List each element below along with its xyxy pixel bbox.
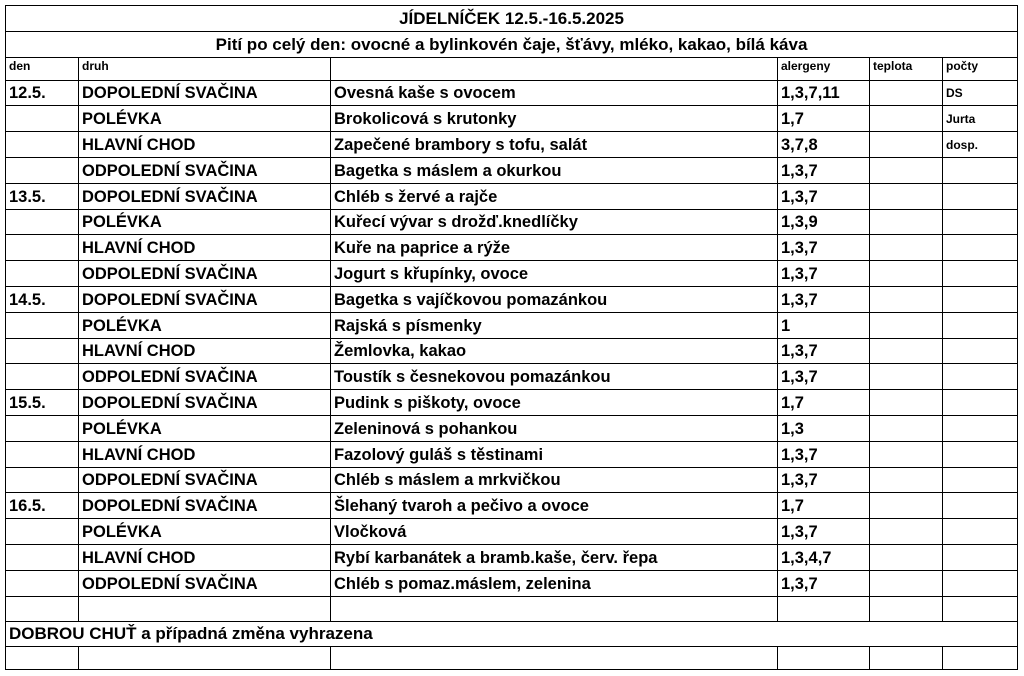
cell-den	[6, 312, 79, 338]
cell-alergeny: 1,7	[778, 390, 870, 416]
cell-teplota	[870, 80, 943, 106]
empty-cell	[870, 646, 943, 669]
cell-jidlo: Rybí karbanátek a bramb.kaše, červ. řepa	[331, 544, 778, 570]
cell-jidlo: Jogurt s křupínky, ovoce	[331, 261, 778, 287]
cell-jidlo: Kuře na paprice a rýže	[331, 235, 778, 261]
cell-jidlo: Kuřecí vývar s drožď.knedlíčky	[331, 209, 778, 235]
menu-row	[6, 261, 1018, 287]
footer-row	[6, 621, 1018, 646]
cell-teplota	[870, 106, 943, 132]
empty-cell	[79, 596, 331, 621]
footer-note: DOBROU CHUŤ a případná změna vyhrazena	[6, 621, 1018, 646]
cell-den: 16.5.	[6, 493, 79, 519]
cell-alergeny: 1,3,7	[778, 286, 870, 312]
cell-jidlo: Chléb s žervé a rajče	[331, 183, 778, 209]
cell-teplota	[870, 183, 943, 209]
menu-row	[6, 467, 1018, 493]
cell-druh: DOPOLEDNÍ SVAČINA	[79, 183, 331, 209]
cell-jidlo: Zapečené brambory s tofu, salát	[331, 132, 778, 158]
cell-den: 12.5.	[6, 80, 79, 106]
drinks-note: Pití po celý den: ovocné a bylinkovén čaje, šťávy, mléko, kakao, bílá káva	[6, 31, 1018, 57]
cell-pocty: dosp.	[943, 132, 1018, 158]
cell-pocty	[943, 519, 1018, 545]
cell-alergeny: 1,3,7	[778, 570, 870, 596]
empty-cell	[943, 646, 1018, 669]
cell-alergeny: 1,3,7	[778, 157, 870, 183]
cell-druh: HLAVNÍ CHOD	[79, 132, 331, 158]
menu-row	[6, 80, 1018, 106]
cell-jidlo: Šlehaný tvaroh a pečivo a ovoce	[331, 493, 778, 519]
cell-druh: POLÉVKA	[79, 312, 331, 338]
cell-den	[6, 261, 79, 287]
cell-den: 13.5.	[6, 183, 79, 209]
cell-teplota	[870, 441, 943, 467]
menu-row	[6, 364, 1018, 390]
menu-row	[6, 235, 1018, 261]
menu-row	[6, 312, 1018, 338]
cell-alergeny: 1,3,9	[778, 209, 870, 235]
cell-alergeny: 1,3,7	[778, 183, 870, 209]
cell-alergeny: 3,7,8	[778, 132, 870, 158]
cell-pocty	[943, 364, 1018, 390]
menu-row	[6, 570, 1018, 596]
cell-teplota	[870, 338, 943, 364]
drinks-row	[6, 31, 1018, 57]
cell-den	[6, 544, 79, 570]
cell-den	[6, 157, 79, 183]
menu-row	[6, 390, 1018, 416]
cell-pocty	[943, 544, 1018, 570]
header-druh: druh	[79, 57, 331, 80]
cell-teplota	[870, 312, 943, 338]
cell-jidlo: Bagetka s vajíčkovou pomazánkou	[331, 286, 778, 312]
cell-druh: POLÉVKA	[79, 519, 331, 545]
cell-druh: POLÉVKA	[79, 415, 331, 441]
cell-alergeny: 1,3,7	[778, 338, 870, 364]
cell-teplota	[870, 390, 943, 416]
cell-teplota	[870, 570, 943, 596]
cell-jidlo: Vločková	[331, 519, 778, 545]
cell-alergeny: 1,3,7	[778, 441, 870, 467]
cell-teplota	[870, 132, 943, 158]
cell-druh: HLAVNÍ CHOD	[79, 235, 331, 261]
cell-druh: ODPOLEDNÍ SVAČINA	[79, 570, 331, 596]
cell-druh: ODPOLEDNÍ SVAČINA	[79, 364, 331, 390]
cell-pocty	[943, 390, 1018, 416]
cell-pocty	[943, 493, 1018, 519]
cell-pocty: Jurta	[943, 106, 1018, 132]
cell-teplota	[870, 519, 943, 545]
empty-cell	[943, 596, 1018, 621]
cell-pocty	[943, 157, 1018, 183]
menu-row	[6, 338, 1018, 364]
cell-jidlo: Brokolicová s krutonky	[331, 106, 778, 132]
header-alergeny: alergeny	[778, 57, 870, 80]
menu-row	[6, 157, 1018, 183]
cell-teplota	[870, 364, 943, 390]
menu-row	[6, 441, 1018, 467]
empty-cell	[6, 646, 79, 669]
menu-row	[6, 286, 1018, 312]
empty-cell	[331, 646, 778, 669]
cell-druh: DOPOLEDNÍ SVAČINA	[79, 493, 331, 519]
cell-pocty	[943, 286, 1018, 312]
cell-den	[6, 338, 79, 364]
menu-row	[6, 493, 1018, 519]
cell-alergeny: 1,3,7	[778, 261, 870, 287]
cell-den	[6, 570, 79, 596]
cell-pocty	[943, 312, 1018, 338]
menu-row	[6, 106, 1018, 132]
cell-alergeny: 1,3,7	[778, 467, 870, 493]
cell-teplota	[870, 209, 943, 235]
menu-row	[6, 415, 1018, 441]
empty-cell	[778, 646, 870, 669]
page-title: JÍDELNÍČEK 12.5.-16.5.2025	[6, 6, 1018, 32]
cell-pocty	[943, 183, 1018, 209]
cell-pocty	[943, 209, 1018, 235]
header-pocty: počty	[943, 57, 1018, 80]
empty-cell	[331, 596, 778, 621]
cell-alergeny: 1	[778, 312, 870, 338]
cell-jidlo: Chléb s pomaz.máslem, zelenina	[331, 570, 778, 596]
cell-druh: DOPOLEDNÍ SVAČINA	[79, 390, 331, 416]
menu-row	[6, 209, 1018, 235]
cell-jidlo: Fazolový guláš s těstinami	[331, 441, 778, 467]
cell-pocty	[943, 415, 1018, 441]
cell-teplota	[870, 261, 943, 287]
empty-cell	[870, 596, 943, 621]
cell-jidlo: Ovesná kaše s ovocem	[331, 80, 778, 106]
cell-teplota	[870, 415, 943, 441]
cell-alergeny: 1,3,4,7	[778, 544, 870, 570]
menu-row	[6, 132, 1018, 158]
header-row	[6, 57, 1018, 80]
cell-alergeny: 1,3,7	[778, 519, 870, 545]
cell-jidlo: Pudink s piškoty, ovoce	[331, 390, 778, 416]
cell-teplota	[870, 493, 943, 519]
empty-cell	[778, 596, 870, 621]
cell-pocty: DS	[943, 80, 1018, 106]
cell-den: 14.5.	[6, 286, 79, 312]
cell-jidlo: Zeleninová s pohankou	[331, 415, 778, 441]
cell-pocty	[943, 467, 1018, 493]
cell-pocty	[943, 235, 1018, 261]
cell-alergeny: 1,3	[778, 415, 870, 441]
cell-den	[6, 132, 79, 158]
cell-jidlo: Žemlovka, kakao	[331, 338, 778, 364]
empty-cell	[6, 596, 79, 621]
empty-cell	[79, 646, 331, 669]
cell-druh: HLAVNÍ CHOD	[79, 338, 331, 364]
menu-row	[6, 519, 1018, 545]
cell-druh: DOPOLEDNÍ SVAČINA	[79, 286, 331, 312]
menu-row	[6, 183, 1018, 209]
cell-den	[6, 209, 79, 235]
cell-jidlo: Chléb s máslem a mrkvičkou	[331, 467, 778, 493]
cell-druh: DOPOLEDNÍ SVAČINA	[79, 80, 331, 106]
empty-row	[6, 646, 1018, 669]
cell-jidlo: Toustík s česnekovou pomazánkou	[331, 364, 778, 390]
cell-den	[6, 467, 79, 493]
cell-alergeny: 1,3,7	[778, 364, 870, 390]
cell-alergeny: 1,3,7	[778, 235, 870, 261]
cell-jidlo: Rajská s písmenky	[331, 312, 778, 338]
cell-druh: POLÉVKA	[79, 106, 331, 132]
cell-alergeny: 1,7	[778, 106, 870, 132]
cell-druh: HLAVNÍ CHOD	[79, 544, 331, 570]
cell-pocty	[943, 338, 1018, 364]
cell-den	[6, 441, 79, 467]
title-row	[6, 6, 1018, 32]
cell-den: 15.5.	[6, 390, 79, 416]
header-den: den	[6, 57, 79, 80]
cell-teplota	[870, 544, 943, 570]
cell-pocty	[943, 570, 1018, 596]
cell-den	[6, 364, 79, 390]
cell-teplota	[870, 286, 943, 312]
cell-druh: HLAVNÍ CHOD	[79, 441, 331, 467]
cell-teplota	[870, 157, 943, 183]
header-jidlo	[331, 57, 778, 80]
cell-jidlo: Bagetka s máslem a okurkou	[331, 157, 778, 183]
cell-den	[6, 106, 79, 132]
cell-alergeny: 1,3,7,11	[778, 80, 870, 106]
cell-pocty	[943, 261, 1018, 287]
empty-row	[6, 596, 1018, 621]
cell-druh: ODPOLEDNÍ SVAČINA	[79, 467, 331, 493]
cell-druh: ODPOLEDNÍ SVAČINA	[79, 261, 331, 287]
cell-den	[6, 235, 79, 261]
cell-pocty	[943, 441, 1018, 467]
cell-teplota	[870, 467, 943, 493]
cell-druh: POLÉVKA	[79, 209, 331, 235]
menu-table	[5, 5, 1018, 670]
cell-alergeny: 1,7	[778, 493, 870, 519]
cell-druh: ODPOLEDNÍ SVAČINA	[79, 157, 331, 183]
cell-den	[6, 415, 79, 441]
menu-row	[6, 544, 1018, 570]
cell-den	[6, 519, 79, 545]
header-teplota: teplota	[870, 57, 943, 80]
cell-teplota	[870, 235, 943, 261]
